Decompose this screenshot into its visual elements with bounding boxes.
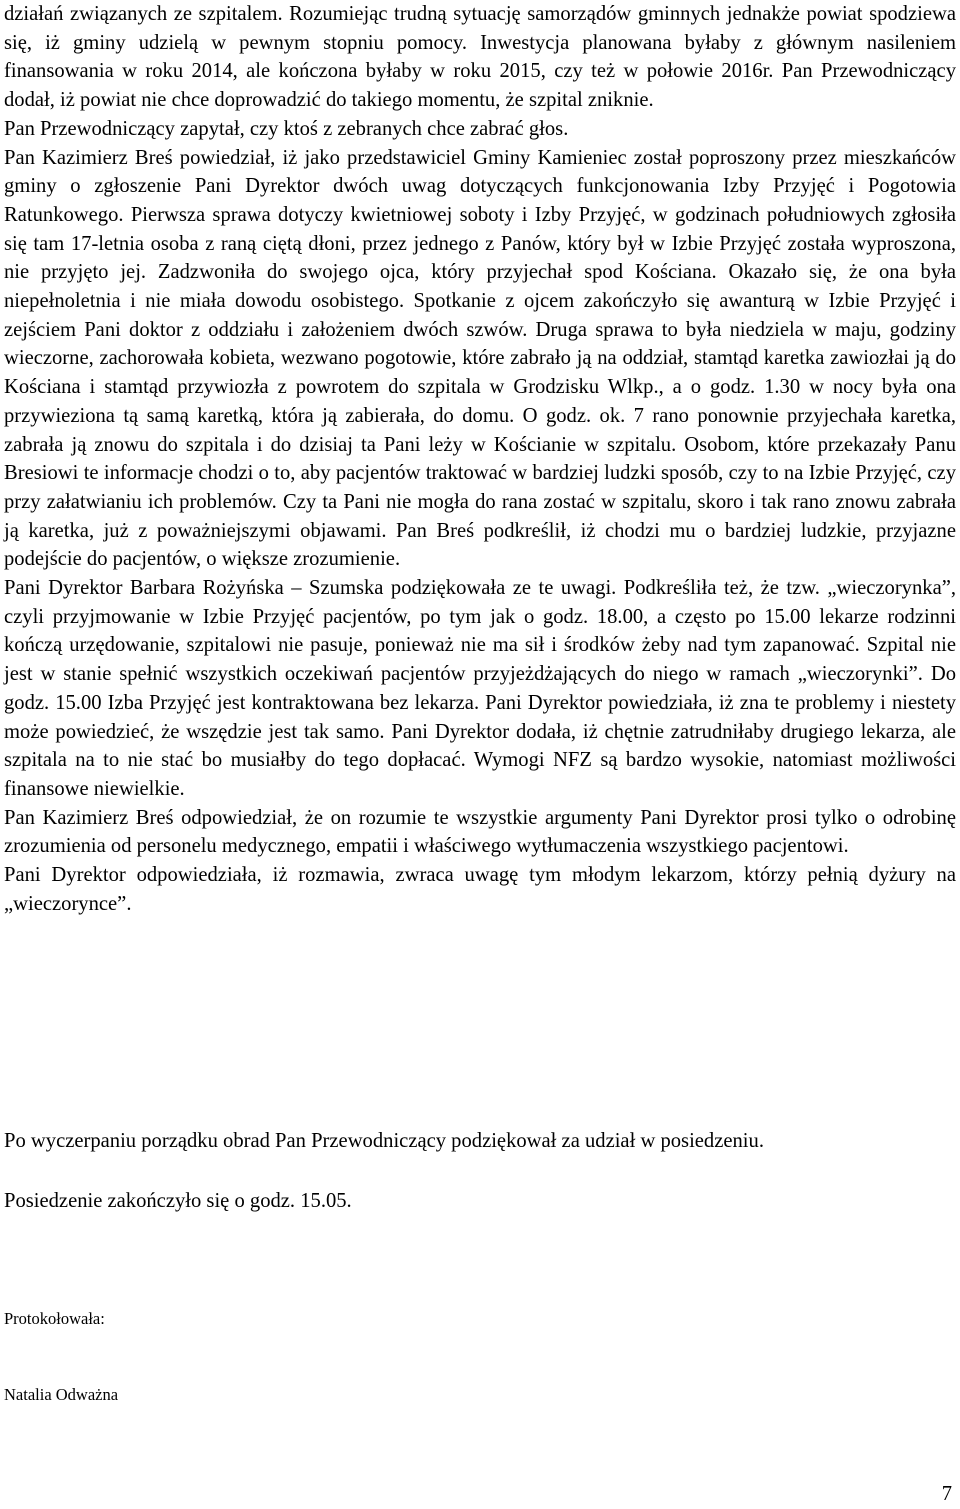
page-number: 7: [941, 1483, 952, 1505]
recorder-name: Natalia Odważna: [4, 1385, 119, 1404]
paragraph-hospital-investment: działań związanych ze szpitalem. Rozumiejąc trudną sytuację samorządów gminnych jednakże powiat spodziewa się, iż gminy udzielą w pewnym stopniu pomocy. Inwestycja planowana byłaby z głównym nasileniem finansowania w roku 2014, ale kończona byłaby w roku 2015, czy też w połowie 2016r. Pan Przewodniczący dodał, iż powiat nie chce doprowadzić do takiego momentu, że szpital zniknie.: [4, 3, 956, 112]
paragraph-director-final: Pani Dyrektor odpowiedziała, iż rozmawia, zwraca uwagę tym młodym lekarzom, którzy pełnią dyżury na „wieczorynce”.: [4, 864, 956, 915]
closing-thanks: Po wyczerpaniu porządku obrad Pan Przewodniczący podziękował za udział w posiedzeniu.: [4, 1130, 764, 1152]
document-body: [4, 0, 956, 919]
paragraph-bres-remarks: Pan Kazimierz Breś powiedział, iż jako przedstawiciel Gminy Kamieniec został poproszony przez mieszkańców gminy o zgłoszenie Pani Dyrektor dwóch uwag dotyczących funkcjonowania Izby Przyjęć i Pogotowia Ratunkowego. Pierwsza sprawa dotyczy kwietniowej soboty i Izby Przyjęć, w godzinach południowych zgłosiła się tam 17-letnia osoba z raną ciętą dłoni, przez jednego z Panów, który był w Izbie Przyjęć została wyproszona, nie przyjęto jej. Zadzwoniła do swojego ojca, który przyjechał spod Kościana. Okazało się, że ona była niepełnoletnia i nie miała dowodu osobistego. Spotkanie z ojcem zakończyło się awanturą w Izbie Przyjęć i zejściem Pani doktor z oddziału i założeniem dwóch szwów. Druga sprawa to była niedziela w maju, godziny wieczorne, zachorowała kobieta, wezwano pogotowie, które zabrało ją na oddział, stamtąd karetka zawiozłai ją do Kościana i stamtąd przywiozła z powrotem do szpitala w Grodzisku Wlkp., a o godz. 1.30 w nocy była ona przywieziona tą samą karetką, która ją zabierała, do domu. O godz. ok. 7 rano ponownie przyjechała karetka, zabrała ją znowu do szpitala i do dzisiaj ta Pani leży w Kościanie w szpitalu. Osobom, które przekazały Panu Bresiowi te informacje chodzi o to, aby pacjentów traktować w bardziej ludzki sposób, czy to na Izbie Przyjęć, czy przy załatwianiu ich problemów. Czy ta Pani nie mogła do rana zostać w szpitalu, skoro i tak rano znowu zabrała ją karetka, już z poważniejszymi objawami. Pan Breś podkreślił, iż chodzi mu o bardziej ludzkie, przyjazne podejście do pacjentów, o większe zrozumienie.: [4, 146, 956, 571]
paragraph-bres-reply: Pan Kazimierz Breś odpowiedział, że on rozumie te wszystkie argumenty Pani Dyrektor prosi tylko o odrobinę zrozumienia od personelu medycznego, empatii i właściwego wytłumaczenia wszystkiego pacjentowi.: [4, 806, 956, 858]
closing-time: Posiedzenie zakończyło się o godz. 15.05.: [4, 1190, 352, 1212]
paragraph-director-response: Pani Dyrektor Barbara Rożyńska – Szumska podziękowała ze te uwagi. Podkreśliła też, że tzw. „wieczorynka”, czyli przyjmowanie w Izbie Przyjęć pacjentów, po tym jak o godz. 18.00, a często po 15.00 lekarze rodzinni kończą urzędowanie, szpitalowi nie pasuje, ponieważ nie ma sił i środków żeby nad tym zapanować. Szpital nie jest w stanie spełnić wszystkich oczekiwań pacjentów przyjeżdżających do niego w ramach „wieczorynki”. Do godz. 15.00 Izba Przyjęć jest kontraktowana bez lekarza. Pani Dyrektor powiedziała, iż zna te problemy i niestety może powiedzieć, że wszędzie jest tak samo. Pani Dyrektor dodała, iż chętnie zatrudniłaby drugiego lekarza, ale szpitala na to nie stać bo musiałby do tego dopłacać. Wymogi NFZ są bardzo wysokie, natomiast możliwości finansowe niewielkie.: [4, 577, 956, 800]
paragraph-chairman-question: Pan Przewodniczący zapytał, czy ktoś z zebranych chce zabrać głos.: [4, 117, 569, 140]
recorder-label: Protokołowała:: [4, 1309, 105, 1328]
